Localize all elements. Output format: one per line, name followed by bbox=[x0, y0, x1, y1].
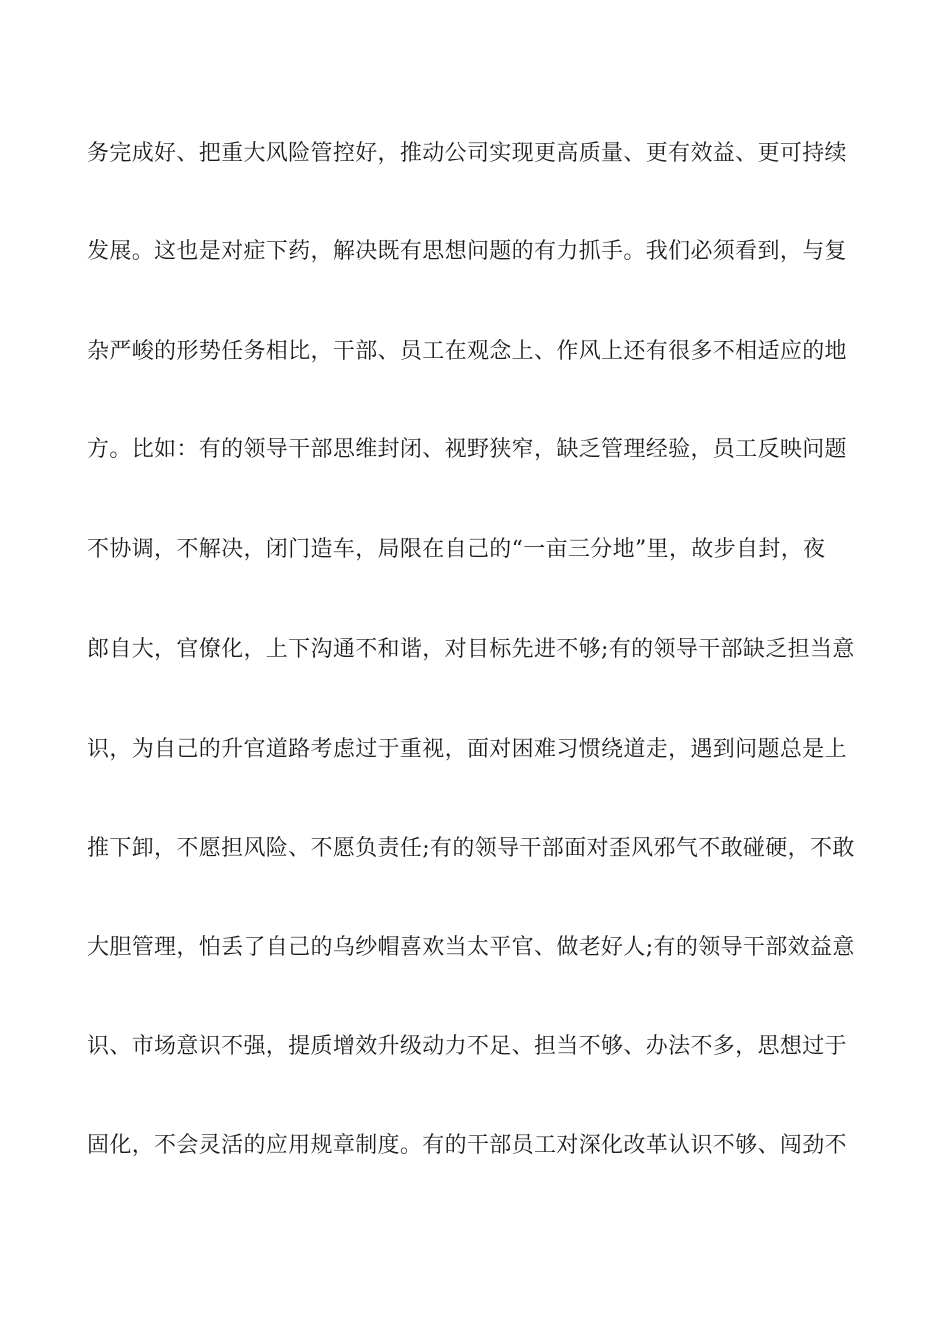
paragraph-line: 推下卸，不愿担风险、不愿负责任;有的领导干部面对歪风邪气不敢碰硬，不敢 bbox=[87, 836, 855, 861]
paragraph-line: 郎自大，官僚化，上下沟通不和谐，对目标先进不够;有的领导干部缺乏担当意 bbox=[87, 637, 855, 662]
paragraph-line: 识、市场意识不强，提质增效升级动力不足、担当不够、办法不多，思想过于 bbox=[87, 1034, 847, 1059]
paragraph-line: 务完成好、把重大风险管控好，推动公司实现更高质量、更有效益、更可持续 bbox=[87, 141, 847, 166]
paragraph-line: 大胆管理，怕丢了自己的乌纱帽喜欢当太平官、做老好人;有的领导干部效益意 bbox=[87, 935, 855, 960]
paragraph-line: 杂严峻的形势任务相比，干部、员工在观念上、作风上还有很多不相适应的地 bbox=[87, 339, 847, 364]
paragraph-line: 识，为自己的升官道路考虑过于重视，面对困难习惯绕道走，遇到问题总是上 bbox=[87, 737, 847, 762]
paragraph-line: 不协调，不解决，闭门造车，局限在自己的“一亩三分地”里，故步自封，夜 bbox=[87, 537, 826, 562]
paragraph-line: 发展。这也是对症下药，解决既有思想问题的有力抓手。我们必须看到，与复 bbox=[87, 239, 847, 264]
paragraph-line: 方。比如：有的领导干部思维封闭、视野狭窄，缺乏管理经验，员工反映问题 bbox=[87, 437, 847, 462]
paragraph-line: 固化，不会灵活的应用规章制度。有的干部员工对深化改革认识不够、闯劲不 bbox=[87, 1133, 847, 1158]
